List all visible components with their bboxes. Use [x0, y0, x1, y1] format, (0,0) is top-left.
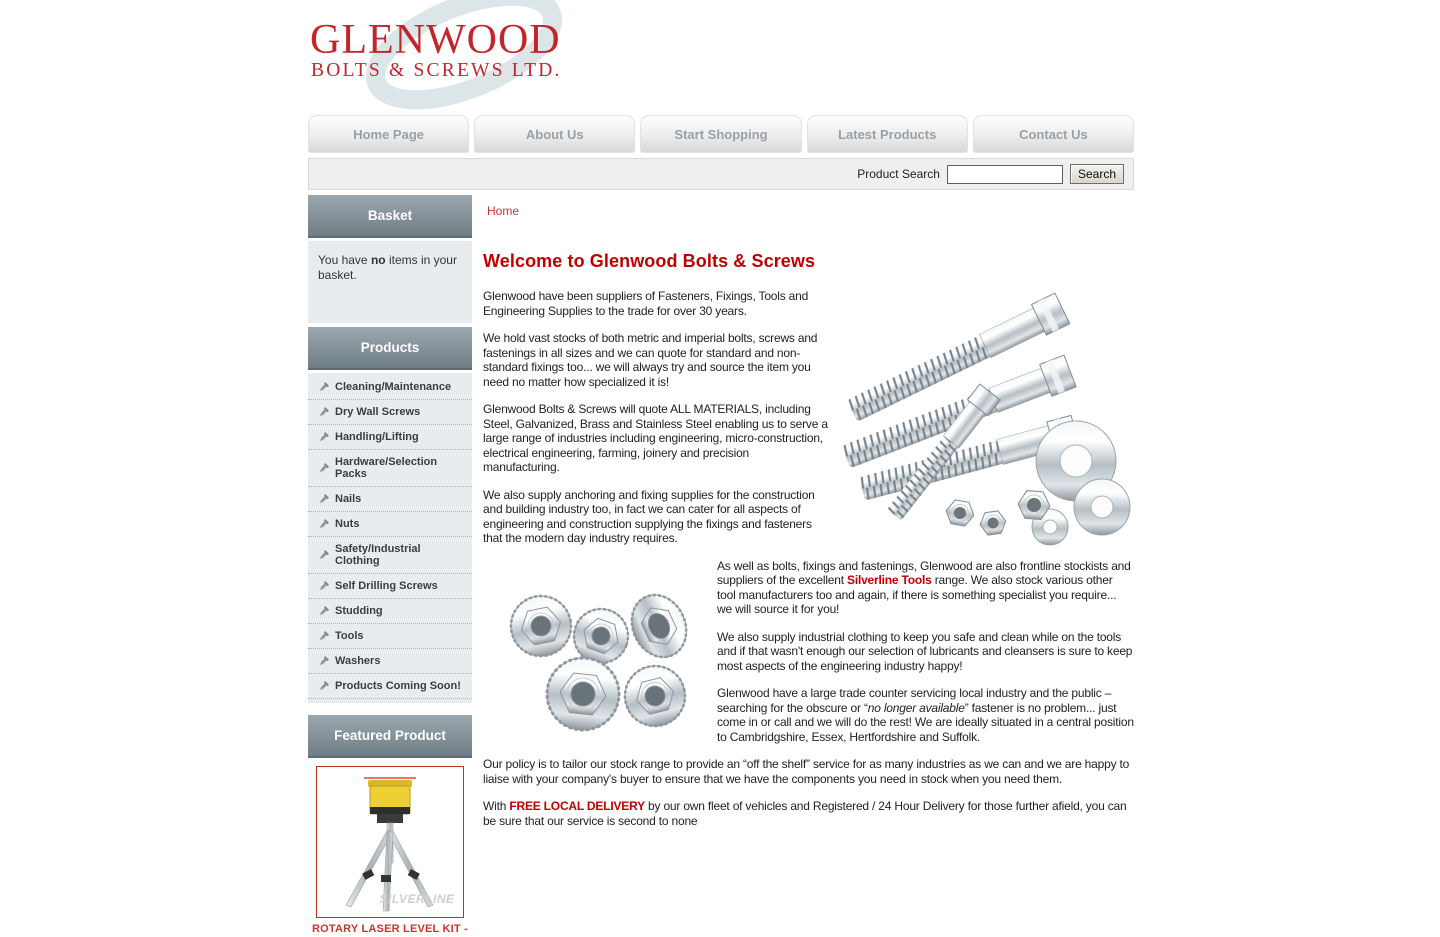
screw-icon	[318, 550, 329, 561]
featured-product-link[interactable]: ROTARY LASER LEVEL KIT -	[312, 923, 468, 935]
screw-icon	[318, 631, 329, 642]
product-category-list	[308, 373, 472, 703]
paragraph-text: ” fastener is no problem... just come in or call and we will do the rest! We are ideally situated in a central position to Cambridgshire, Essex, Hertfordshire and Suffolk.	[717, 700, 1134, 744]
search-input[interactable]	[947, 165, 1063, 184]
basket-status	[308, 241, 472, 323]
category-label: Washers	[335, 655, 381, 667]
nav-tab-label: About Us	[525, 126, 584, 142]
category-hardware-selection-packs[interactable]	[308, 450, 472, 487]
breadcrumb-home-link[interactable]: Home	[487, 204, 520, 218]
screw-icon	[318, 681, 329, 692]
basket-text: items in your basket.	[318, 253, 457, 282]
screw-icon	[318, 382, 329, 393]
category-handling-lifting[interactable]	[308, 425, 472, 450]
intro-paragraph: Glenwood have been suppliers of Fasteners, Fixings, Tools and Engineering Supplies to the trade for over 30 years.	[483, 289, 809, 318]
paragraph-text: range. We also stock various other tool manufacturers too and again, if there is something specialist you require... we will source it for you!	[717, 573, 1117, 616]
silverline-watermark: SILVERLINE	[379, 892, 455, 906]
category-label: Dry Wall Screws	[335, 406, 421, 418]
screw-icon	[318, 407, 329, 418]
category-label: Nuts	[335, 518, 360, 530]
category-label: Self Drilling Screws	[335, 580, 438, 592]
category-cleaning-maintenance[interactable]	[308, 375, 472, 400]
category-label: Tools	[335, 630, 364, 642]
category-products-coming-soon[interactable]	[308, 674, 472, 699]
main-content	[483, 195, 1134, 841]
featured-product-image[interactable]	[316, 766, 464, 918]
silverline-tools-link[interactable]: Silverline Tools	[847, 573, 932, 587]
nav-tab-home[interactable]	[308, 115, 469, 153]
nav-tab-contact[interactable]	[973, 115, 1134, 153]
paragraph-text: With	[483, 799, 510, 813]
logo-subtitle: BOLTS & SCREWS LTD.	[311, 60, 562, 81]
category-label: Hardware/Selection Packs	[335, 456, 438, 480]
nav-tab-label: Contact Us	[1019, 126, 1088, 142]
category-tools[interactable]	[308, 624, 472, 649]
page	[308, 0, 1134, 937]
category-studding[interactable]	[308, 599, 472, 624]
category-label: Cleaning/Maintenance	[335, 381, 452, 393]
category-nuts[interactable]	[308, 512, 472, 537]
category-label: Safety/Industrial Clothing	[335, 543, 421, 567]
screw-icon	[318, 432, 329, 443]
nav-tab-label: Latest Products	[838, 126, 937, 142]
category-washers[interactable]	[308, 649, 472, 674]
breadcrumb	[483, 195, 1134, 218]
category-safety-industrial-clothing[interactable]	[308, 537, 472, 574]
screw-icon	[318, 581, 329, 592]
logo-title: GLENWOOD	[310, 17, 561, 63]
category-label: Nails	[335, 493, 362, 505]
sidebar	[308, 195, 472, 937]
paragraph-text: Glenwood have a large trade counter servicing local industry and the public – searching for the obscure or “	[717, 686, 1112, 715]
nav-tab-about[interactable]	[474, 115, 635, 153]
nuts-photo	[483, 574, 705, 736]
nav-tab-latest[interactable]	[807, 115, 968, 153]
category-dry-wall-screws[interactable]	[308, 400, 472, 425]
nav-tab-label: Home Page	[353, 126, 424, 142]
basket-text: You have	[318, 253, 371, 267]
header-logo	[308, 0, 1134, 112]
delivery-paragraph	[483, 799, 1134, 828]
stocks-paragraph: We hold vast stocks of both metric and imperial bolts, screws and fastenings in all sizes and we can quote for standard and non-standard fixings too... we will always try and source the item you need no matter how specialized it is!	[483, 331, 818, 389]
paragraph-text: by our own fleet of vehicles and Registered / 24 Hour Delivery for those further afield, you can be sure that our service is second to none	[483, 799, 1127, 828]
free-local-delivery-highlight: FREE LOCAL DELIVERY	[509, 799, 645, 813]
nav-tab-shopping[interactable]	[640, 115, 801, 153]
screw-icon	[318, 494, 329, 505]
main-navigation	[308, 115, 1134, 153]
screw-icon	[318, 519, 329, 530]
search-label: Product Search	[857, 167, 940, 181]
basket-header: Basket	[308, 195, 472, 238]
anchoring-paragraph: We also supply anchoring and fixing supplies for the construction and building industry too, in fact we can cater for all aspects of engineering and construction supplying the fixings and fasteners that the modern day industry requires.	[483, 487, 815, 545]
featured-product-header: Featured Product	[308, 715, 472, 758]
basket-count: no	[370, 253, 386, 267]
materials-paragraph: Glenwood Bolts & Screws will quote ALL MATERIALS, including Steel, Galvanized, Brass and Stainless Steel enabling us to serve a large range of industries including engineering, micro-construction, electrical engineering, farming, joinery and precision manufacturing.	[483, 402, 828, 474]
clothing-paragraph: We also supply industrial clothing to keep you safe and clean while on the tools and if that wasn't enough our selection of lubricants and cleansers is sure to keep most aspects of the engineering industry happy!	[717, 629, 1133, 673]
screw-icon	[318, 463, 329, 474]
paragraph-text: As well as bolts, fixings and fastenings, Glenwood are also frontline stockists and suppliers of the excellent	[717, 558, 1131, 587]
category-nails[interactable]	[308, 487, 472, 512]
screw-icon	[318, 606, 329, 617]
no-longer-available-phrase: no longer available	[867, 700, 965, 715]
category-label: Studding	[335, 605, 383, 617]
category-label: Products Coming Soon!	[335, 680, 461, 692]
nav-tab-label: Start Shopping	[674, 126, 768, 142]
category-self-drilling-screws[interactable]	[308, 574, 472, 599]
policy-paragraph: Our policy is to tailor our stock range to provide an “off the shelf” service for as many industries as we can and we are happy to liaise with your company's buyer to ensure that we have the components you need in stock when you need them.	[483, 757, 1130, 786]
products-header: Products	[308, 327, 472, 370]
bolts-photo	[838, 275, 1134, 547]
search-button[interactable]: Search	[1070, 164, 1124, 184]
product-search-bar	[308, 158, 1134, 190]
page-title: Welcome to Glenwood Bolts & Screws	[483, 251, 816, 271]
category-label: Handling/Lifting	[335, 431, 419, 443]
screw-icon	[318, 656, 329, 667]
